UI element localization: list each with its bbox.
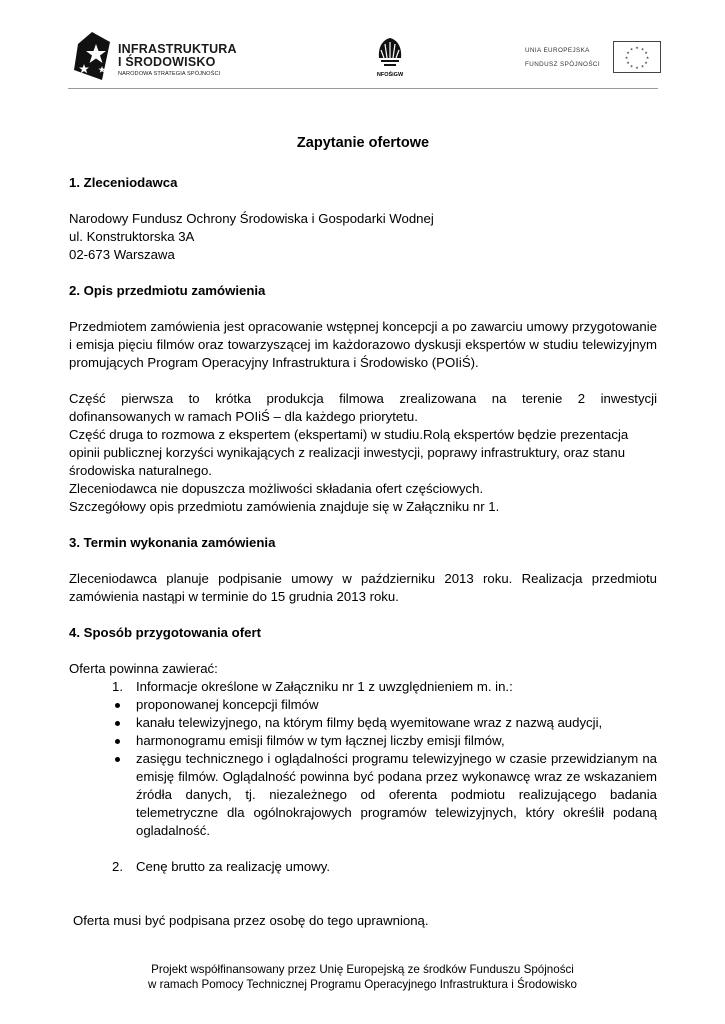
paragraph-czesc-pierwsza-line2: dofinansowanych w ramach POIiŚ – dla każdego priorytetu. — [69, 409, 418, 424]
document-title: Zapytanie ofertowe — [296, 135, 430, 151]
svg-text:★: ★ — [626, 50, 630, 55]
section-heading-opis: 2. Opis przedmiotu zamówienia — [69, 283, 266, 298]
svg-text:★: ★ — [640, 63, 645, 69]
svg-text:★: ★ — [644, 50, 648, 55]
footer-line2: w ramach Pomocy Technicznej Programu Operacyjnego Infrastruktura i Środowisko — [148, 978, 577, 991]
list-item-text: Cenę brutto za realizację umowy. — [136, 859, 330, 874]
address-line-name: Narodowy Fundusz Ochrony Środowiska i Gospodarki Wodnej — [69, 211, 434, 226]
list-item — [69, 750, 657, 840]
list-item-text: Informacje określone w Załączniku nr 1 z uwzględnieniem m. in.: — [136, 679, 513, 694]
infrastruktura-srodowisko-logo — [72, 30, 252, 82]
section-heading-sposob: 4. Sposób przygotowania ofert — [69, 625, 261, 640]
footer-line1: Projekt współfinansowany przez Unię Europejską ze środków Funduszu Spójności — [151, 963, 574, 976]
address-line-street: ul. Konstruktorska 3A — [69, 229, 195, 244]
list-item — [69, 858, 657, 876]
list-item-text: proponowanej koncepcji filmów — [136, 697, 319, 712]
svg-text:★: ★ — [629, 63, 634, 69]
eu-logo-line1: UNIA EUROPEJSKA — [525, 47, 590, 54]
paragraph-czesc-pierwsza-line1: Część pierwsza to krótka produkcja filmowa zrealizowana na terenie 2 inwestycji — [69, 391, 657, 406]
page-footer — [0, 962, 725, 992]
page-header — [0, 0, 725, 90]
svg-text:★: ★ — [626, 60, 630, 65]
nfosigw-emblem-icon — [376, 36, 404, 70]
svg-text:★: ★ — [635, 65, 639, 70]
list-number: 2. — [112, 859, 123, 874]
paragraph-przedmiot: Przedmiotem zamówienia jest opracowanie wstępnej koncepcji a po zawarciu umowy przygotowanie i emisja pięciu filmów oraz towarzyszącej im każdorazowo dyskusji ekspertów w studiu telewizyjnym promujących Program Operacyjny Infrastruktura i Środowisko (POIiŚ). — [69, 319, 657, 370]
svg-text:★: ★ — [624, 55, 629, 60]
list-item — [69, 714, 657, 732]
list-item-text: zasięgu technicznego i oglądalności programu telewizyjnego w czasie przewidzianym na emisję filmów. Oglądalność powinna być podana przez wykonawcę wraz ze wskazaniem źródła danych, tj. niezależnego od oferenta podmiotu realizującego badania telemetryczne dla ogólnokrajowych programów telewizyjnych, który określił podaną ogladalność. — [136, 751, 657, 838]
bullet-icon — [115, 739, 120, 744]
eu-cohesion-fund-logo — [520, 40, 660, 76]
section-heading-termin: 3. Termin wykonania zamówienia — [69, 535, 276, 550]
strategy-star-icon — [72, 30, 112, 82]
nfosigw-logo-text: NFOŚiGW — [376, 72, 404, 78]
bullet-icon — [115, 721, 120, 726]
list-number: 1. — [112, 679, 123, 694]
paragraph-oferta-intro: Oferta powinna zawierać: — [69, 661, 218, 676]
svg-text:★: ★ — [645, 55, 650, 60]
logo-line-strategia: NARODOWA STRATEGIA SPÓJNOŚCI — [118, 71, 221, 77]
paragraph-oferty-czesciowe: Zleceniodawca nie dopuszcza możliwości składania ofert częściowych. — [69, 481, 484, 496]
section-heading-zleceniodawca: 1. Zleceniodawca — [69, 175, 178, 190]
svg-text:★: ★ — [629, 46, 634, 52]
list-item — [69, 678, 657, 696]
address-line-city: 02-673 Warszawa — [69, 247, 175, 262]
logo-line-srodowisko: I ŚRODOWISKO — [118, 55, 216, 69]
list-item-text: kanału telewizyjnego, na którym filmy będą wyemitowane wraz z nazwą audycji, — [136, 715, 603, 730]
paragraph-czesc-druga: Część druga to rozmowa z ekspertem (ekspertami) w studiu.Rolą ekspertów będzie prezentacja opinii publicznej korzyści wynikających z realizacji inwestycji, poprawy infrastruktury, oraz stanu środowiska naturalnego. — [69, 427, 629, 478]
svg-text:★: ★ — [644, 60, 648, 65]
paragraph-termin: Zleceniodawca planuje podpisanie umowy w październiku 2013 roku. Realizacja przedmiotu zamówienia nastąpi w terminie do 15 grudnia 2013 roku. — [69, 571, 657, 604]
svg-text:★: ★ — [635, 45, 639, 50]
list-item — [69, 696, 657, 714]
eu-flag-icon — [613, 41, 661, 73]
eu-logo-line2: FUNDUSZ SPÓJNOŚCI — [525, 61, 601, 68]
list-item — [69, 732, 657, 750]
bullet-icon — [115, 703, 120, 708]
document-body — [69, 134, 657, 930]
header-divider — [68, 88, 658, 89]
bullet-icon — [115, 757, 120, 762]
paragraph-podpis: Oferta musi być podpisana przez osobę do tego uprawnioną. — [73, 913, 429, 928]
logo-line-infrastruktura: INFRASTRUKTURA — [118, 42, 237, 56]
paragraph-zalacznik: Szczegółowy opis przedmiotu zamówienia znajduje się w Załączniku nr 1. — [69, 499, 500, 514]
svg-text:★: ★ — [640, 46, 645, 52]
offer-requirements-list — [69, 678, 657, 876]
nfosigw-logo — [370, 36, 410, 84]
list-item-text: harmonogramu emisji filmów w tym łącznej liczby emisji filmów, — [136, 733, 505, 748]
